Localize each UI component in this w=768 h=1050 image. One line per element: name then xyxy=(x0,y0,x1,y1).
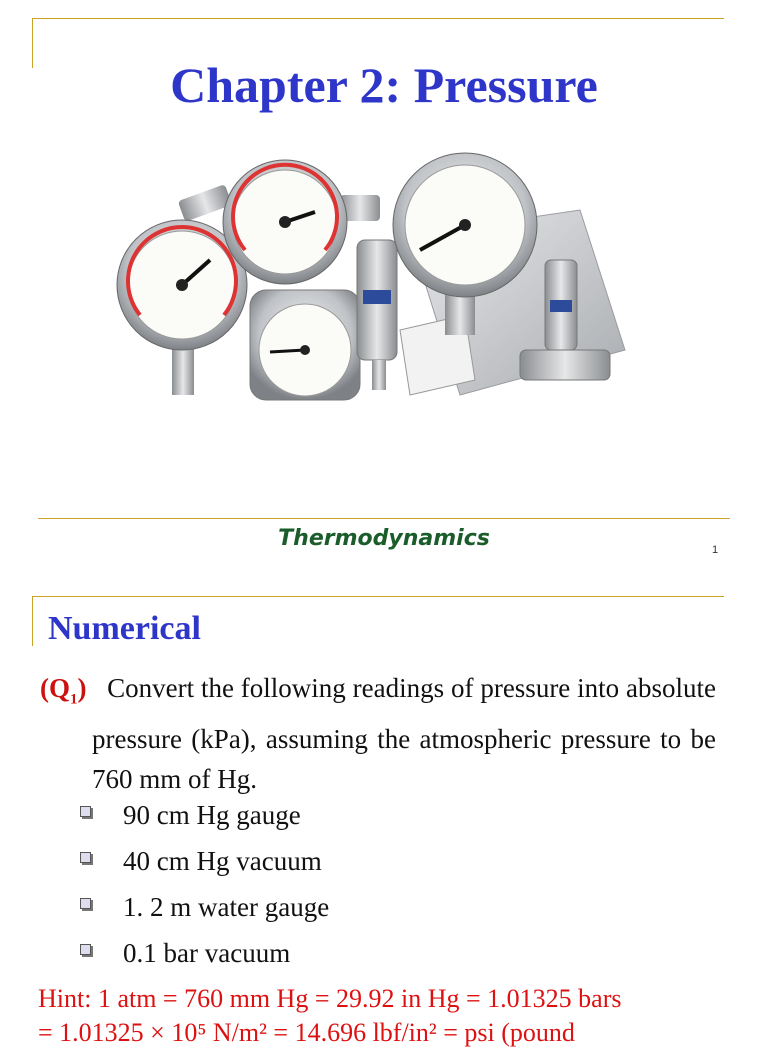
question-paragraph xyxy=(40,668,716,799)
list-item: 1. 2 m water gauge xyxy=(80,884,329,930)
list-item: 0.1 bar vacuum xyxy=(80,930,329,976)
slide-title: Chapter 2: Pressure xyxy=(170,57,598,113)
hint-text: Hint: 1 atm = 760 mm Hg = 29.92 in Hg = 1.01325 bars = 1.01325 × 10⁵ N/m² = 14.696 lbf/in² = psi (pound xyxy=(38,984,622,1047)
page-number: 1 xyxy=(712,544,719,556)
slide-heading: Numerical xyxy=(48,610,201,647)
footer-title: Thermodynamics xyxy=(278,526,490,551)
list-item: 40 cm Hg vacuum xyxy=(80,838,329,884)
question-label: $(Q_1)$ xyxy=(40,673,87,708)
square-bullet-icon xyxy=(80,806,91,817)
reading-list xyxy=(80,792,329,976)
pressure-gauges-photo xyxy=(110,140,630,440)
top-rule xyxy=(32,18,724,19)
footer-rule xyxy=(38,518,730,519)
left-rule xyxy=(32,596,33,646)
top-rule xyxy=(32,596,724,597)
question-text: Convert the following readings of pressure into absolute pressure (kPa), assuming the atmospheric pressure to be 760 mm of Hg. xyxy=(92,673,717,795)
square-bullet-icon xyxy=(80,944,91,955)
square-bullet-icon xyxy=(80,852,91,863)
slide-2 xyxy=(0,586,768,1047)
square-bullet-icon xyxy=(80,898,91,909)
list-item: 90 cm Hg gauge xyxy=(80,792,329,838)
